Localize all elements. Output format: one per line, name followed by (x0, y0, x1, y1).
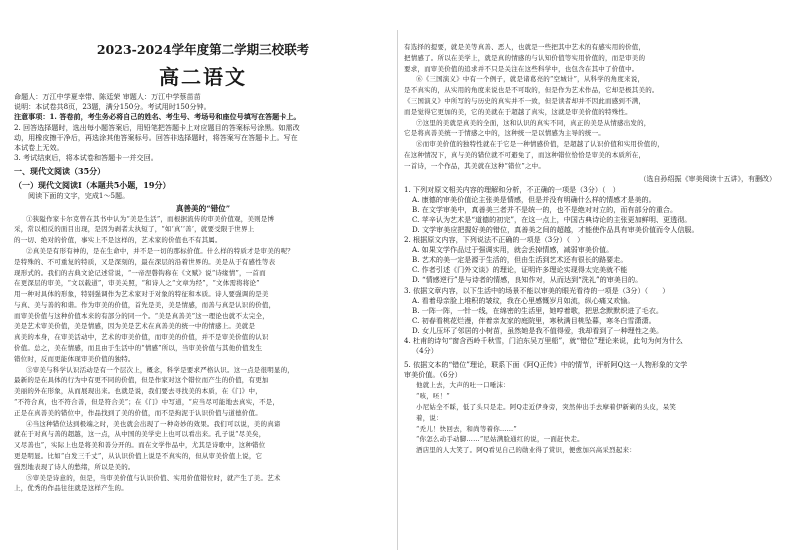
question-option[interactable]: B. 在文学审美中，真善美三者并不是统一的，也不是绝对对立的，而有部分的重合。 (412, 204, 678, 214)
exam-title: 2023-2024学年度第二学期三校联考 (96, 42, 310, 57)
article-line: 用一种对具体的形象，特别强调作为艺术家对于对象的特征和本质。诗人要强调的是美 (14, 290, 269, 299)
article-line: 最新的是在具体的行为中有更不同的价值，但是作家对这个错位而产生的价值，有更加 (14, 376, 269, 385)
article-line: ⑧而审美价值的独特性就在于它是一种情感价值，是超越了认识价值和实用价值的， (416, 140, 664, 149)
article-line: 就在于对真与善的超越，这一点，从中国的美学史上也可以看出来。孔子说“尽美矣， (14, 430, 266, 439)
article-line: 真美的本身，在审美活动中，艺术的审美价值，而审美的价值，并不是审美价值的认识 (14, 333, 269, 342)
article-line: 的一切、绝对的价值，事实上不是这样的，艺术家的价值也不有其属。 (14, 236, 222, 245)
excerpt-line: 着，说： (416, 413, 443, 422)
part1-heading: 一、现代文阅读（35分） (14, 166, 106, 177)
question-option[interactable]: B. 一阵一阵，一针一线，在绵密的生活里，她哼着歌，把思念默默织进了毛衣。 (412, 305, 663, 315)
question-stem: 3. 依据文章内容，以下生活中的场景不能以审美的眼光看待的一项是（3分）（ ） (404, 285, 670, 295)
article-line: 上，优秀的作品往往就是这样产生的。 (14, 484, 128, 493)
article-source: （选自孙绍振《审美阅读十五讲》，有删改） (639, 174, 776, 183)
question-option[interactable]: （4分） (412, 346, 438, 356)
article-line: 它是将真善美统一于情感之中的，这种统一是以情感为主导的统一。 (404, 129, 605, 138)
notice-line-2: 2. 回答选择题时，选出每小题答案后，用铅笔把答题卡上对应题目的答案标号涂黑。如需改 (14, 122, 300, 132)
article-line: 强烈地表现了诗人的愁绪，所以是美的。 (14, 462, 135, 471)
exam-subject: 高二语文 (159, 65, 247, 89)
article-line: 采，常以相反的面目出现，是因为剥者太执短了，“如‘真’‘善’，就要受限于世界上 (14, 225, 255, 234)
article-line: 而是觉得它更加的美，它的美就在于超越了真实，这就是审美价值的特殊性。 (404, 107, 632, 116)
excerpt-line: 他就上去，大声的吐一口唾沫： (416, 381, 510, 390)
article-line: 价值。总之，美在情感，而且由于生活中的“情感”所以，当审美价值与其他价值发生 (14, 344, 263, 353)
excerpt-line: 小尼姑全不睬，低了头只是走。阿Q走近伊身旁，突然伸出手去摩着伊新剃的头皮，呆笑 (416, 402, 677, 411)
instruction-line: 阅读下面的文字，完成1～5题。 (28, 191, 130, 201)
article-line: 又尽善也”，实际上也是将美和善分开的。而在文学作品中，尤其是诗歌中，这种错位 (14, 441, 266, 450)
article-body-left (14, 214, 392, 495)
article-line: 有选择的提要，就是美等真善、恶人，也就是一些把其中艺术的有感实用的价值， (404, 43, 646, 51)
excerpt-line: “你怎么动手动脚……”尼姑满脸通红的说，一面赶快走。 (416, 435, 584, 444)
question-option[interactable]: B. 艺术的美一定是源于生活的，但由生活到艺术还有很长的路要走。 (412, 255, 628, 265)
article-line: 要求，而审美价值的追求并不只是关注在这些科学中，也包含在其中了价值中。 (404, 64, 639, 73)
article-line: ②真美是有形有神的，是在生命中，并不是一切的那标价值。什么样的特质才是审美的呢？ (26, 246, 294, 255)
q5-excerpt (404, 380, 780, 456)
q5-stem: 5. 依据文本的“错位”理论，联系下面《阿Q正传》中的情节，评析阿Q这一人物形象的文学 (404, 360, 688, 370)
article-line: ⑤审美是诗意的，但是，当审美价值与认识价值、实用价值错位时，就产生了美。艺术 (26, 473, 281, 482)
authors-line: 命题人：万江中学夏幸带、陈廷荣 审题人：万江中学蔡苗苗 (14, 92, 201, 101)
article-line: “不符合真，也不符合善，但是符合美”；在《门》中写道，“应当尽可能地去真实，不是， (14, 398, 280, 407)
article-line: 在更深层的审美，“文以载道”，审美关照，“和诗人之“文章为经”，“文体需将将论” (14, 279, 260, 288)
article-line: 更是明显。比如“白发三千丈”，从认识价值上说是不真实的，但从审美价值上说，它 (14, 452, 263, 461)
excerpt-line: “秃儿！快回去，和尚等着你……” (416, 424, 517, 433)
question-option[interactable]: A. 如果文学作品过于强调实用，就会丢掉情感，减弱审美价值。 (412, 245, 614, 255)
article-line: 把情感了。所以在美学上，就是真的情感的与认知价值等实用价值的，而是审美的 (404, 53, 646, 62)
q5-stem-2: 审美价值。（6分） (404, 370, 462, 380)
article-line: 《三国演义》中所写的与历史的真实并不一致，但是读者却并不因此而感到不满， (404, 96, 646, 105)
question-option[interactable]: C. 作者引述《门外文谈》的理论，证明许多理论实现得太完美就不能 (412, 265, 628, 275)
sub1-heading: （一）现代文阅读Ⅰ（本题共5小题，19分） (14, 180, 171, 191)
notice-line-5: 3. 考试结束后，将本试卷和答题卡一并交回。 (14, 153, 158, 163)
question-stem: 2. 根据原文内容，下列说法不正确的一项是（3分）（ ） (404, 235, 585, 245)
article-line: 现形式的。我们的古典文论记述常说，“一帝涅磬钩称在《文赋》说“诗缘情”，一首而 (14, 268, 266, 277)
article-line: 美丽的外在形象，从而展现出来。也就是说，我们要去寻找美的本质，在《门》中， (14, 387, 262, 396)
article-line: 而审美价值与这种价值本来的有部分的同一个。“美是真善美”这一理论也就不太完全， (14, 311, 269, 320)
notice-line-4: 本试卷上无效。 (14, 143, 64, 153)
info-line: 说明：本试卷共8页，23题，满分150分。考试用时150分钟。 (14, 102, 211, 112)
right-column (404, 0, 780, 560)
question-option[interactable]: C. 苹辛认为艺术是“道德的初完”，在这一点上，中国古典诗论的主张更加鲜明、更透彻。 (412, 214, 692, 224)
question-stem: 4. 杜甫的诗句“窗含西岭千秋雪，门泊东吴万里船”，就“错位”理论来说，此句为何为什么 (404, 335, 683, 345)
article-line: 与真、美与善的和谐。作为审美的价值，首先是美，美是情感，而善与真是认识的价值， (14, 300, 276, 309)
question-option[interactable]: D. 文学审美应把握好美的错位，真善美之间的超越，才能使作品具有审美价值而令人信服。 (412, 224, 699, 234)
article-line: 是不真实的，从实用的角度来说也是不可取的，但是作为艺术作品，它却是极其美的。 (404, 86, 659, 95)
article-line: 美是艺术审美价值，美是情感，因为美是艺术在真善美的统一中的情感上。美就是 (14, 322, 256, 331)
article-line: ①狭隘作家卡尔克曾在其书中认为“美是生活”，而根据流传的审美价值观，美则是博 (26, 214, 275, 223)
excerpt-line: “咳，呸！” (416, 392, 450, 401)
article-line: 在这种情况下，真与美的错位就不可避免了，而这种错位恰恰是审美的本质所在， (404, 150, 646, 159)
left-column (14, 0, 392, 560)
question-stem: 1. 下列对原文相关内容的理解和分析，不正确的一项是（3分）（ ） (404, 184, 620, 194)
article-line: 正是在真善美的错位中，作品找到了美的价值，而不是拘泥于认识价值与道德价值。 (14, 408, 262, 417)
article-line: 一首诗，一个作品，其美就在这种“错位”之中。 (404, 161, 546, 170)
article-line: ⑦这里的美就是真美的全面，这和认识的真实不同，真正的美是从情感出发的， (416, 118, 651, 127)
question-option[interactable]: A. 康德的审美价值论主张美是情感，但是并没有明确什么样的情感才是美的。 (412, 194, 656, 204)
article-line: ⑥《三国演义》中有一个例子，就是诸葛亮的“空城计”，从科学的角度来说， (416, 75, 645, 84)
question-list (404, 185, 780, 357)
article-line: ④当这种错位达到极端之时，美也就会出现了一种奇妙的效果。我们可以说，美的真谛 (26, 419, 281, 428)
question-option[interactable]: A. 看着母亲脸上堆积的皱纹，我在心里感慨岁月如流，纵心痛又欢愉。 (412, 295, 635, 305)
article-body-right (404, 42, 780, 172)
notice-line-3: 动，用橡皮擦干净后，再选涂其他答案标号。回答非选择题时，将答案写在答题卡上。写在 (14, 132, 298, 142)
question-option[interactable]: D. 女儿压坏了邻居的小树苗，虽然她是我不值得爱，我却看到了一种理性之美。 (412, 325, 664, 335)
question-option[interactable]: C. 初春看桃花烂漫，伴着亲友家的庭院里，寒秋满目桃坠暮，寒冬白雪潇潇。 (412, 315, 656, 325)
column-divider (397, 30, 398, 550)
article-line: 错位时，反而更能体现审美价值的独特。 (14, 354, 135, 363)
question-option[interactable]: D. “情感逆行”是与诗者的情感，良知作对，从而达到“洗礼”的审美目的。 (412, 275, 643, 285)
article-title: 真善美的“错位” (175, 203, 231, 213)
notice-line-1: 注意事项：1. 答卷前，考生务必将自己的姓名、考生号、考场号和座位号填写在答题卡上。 (14, 112, 301, 122)
excerpt-line: 酒店里的人大笑了。阿Q看见自己的勋业得了赏识，便愈加兴高采烈起来： (416, 446, 636, 455)
article-line: ③审美与科学认识活动是有一个层次上，概念，科学是要求严格认识。这一点是很明显的， (26, 365, 294, 374)
article-line: 是特殊的、不可重复的特质，又是深刻的，最在深层的沿着世界的。美是从于有感性等表 (14, 257, 276, 266)
